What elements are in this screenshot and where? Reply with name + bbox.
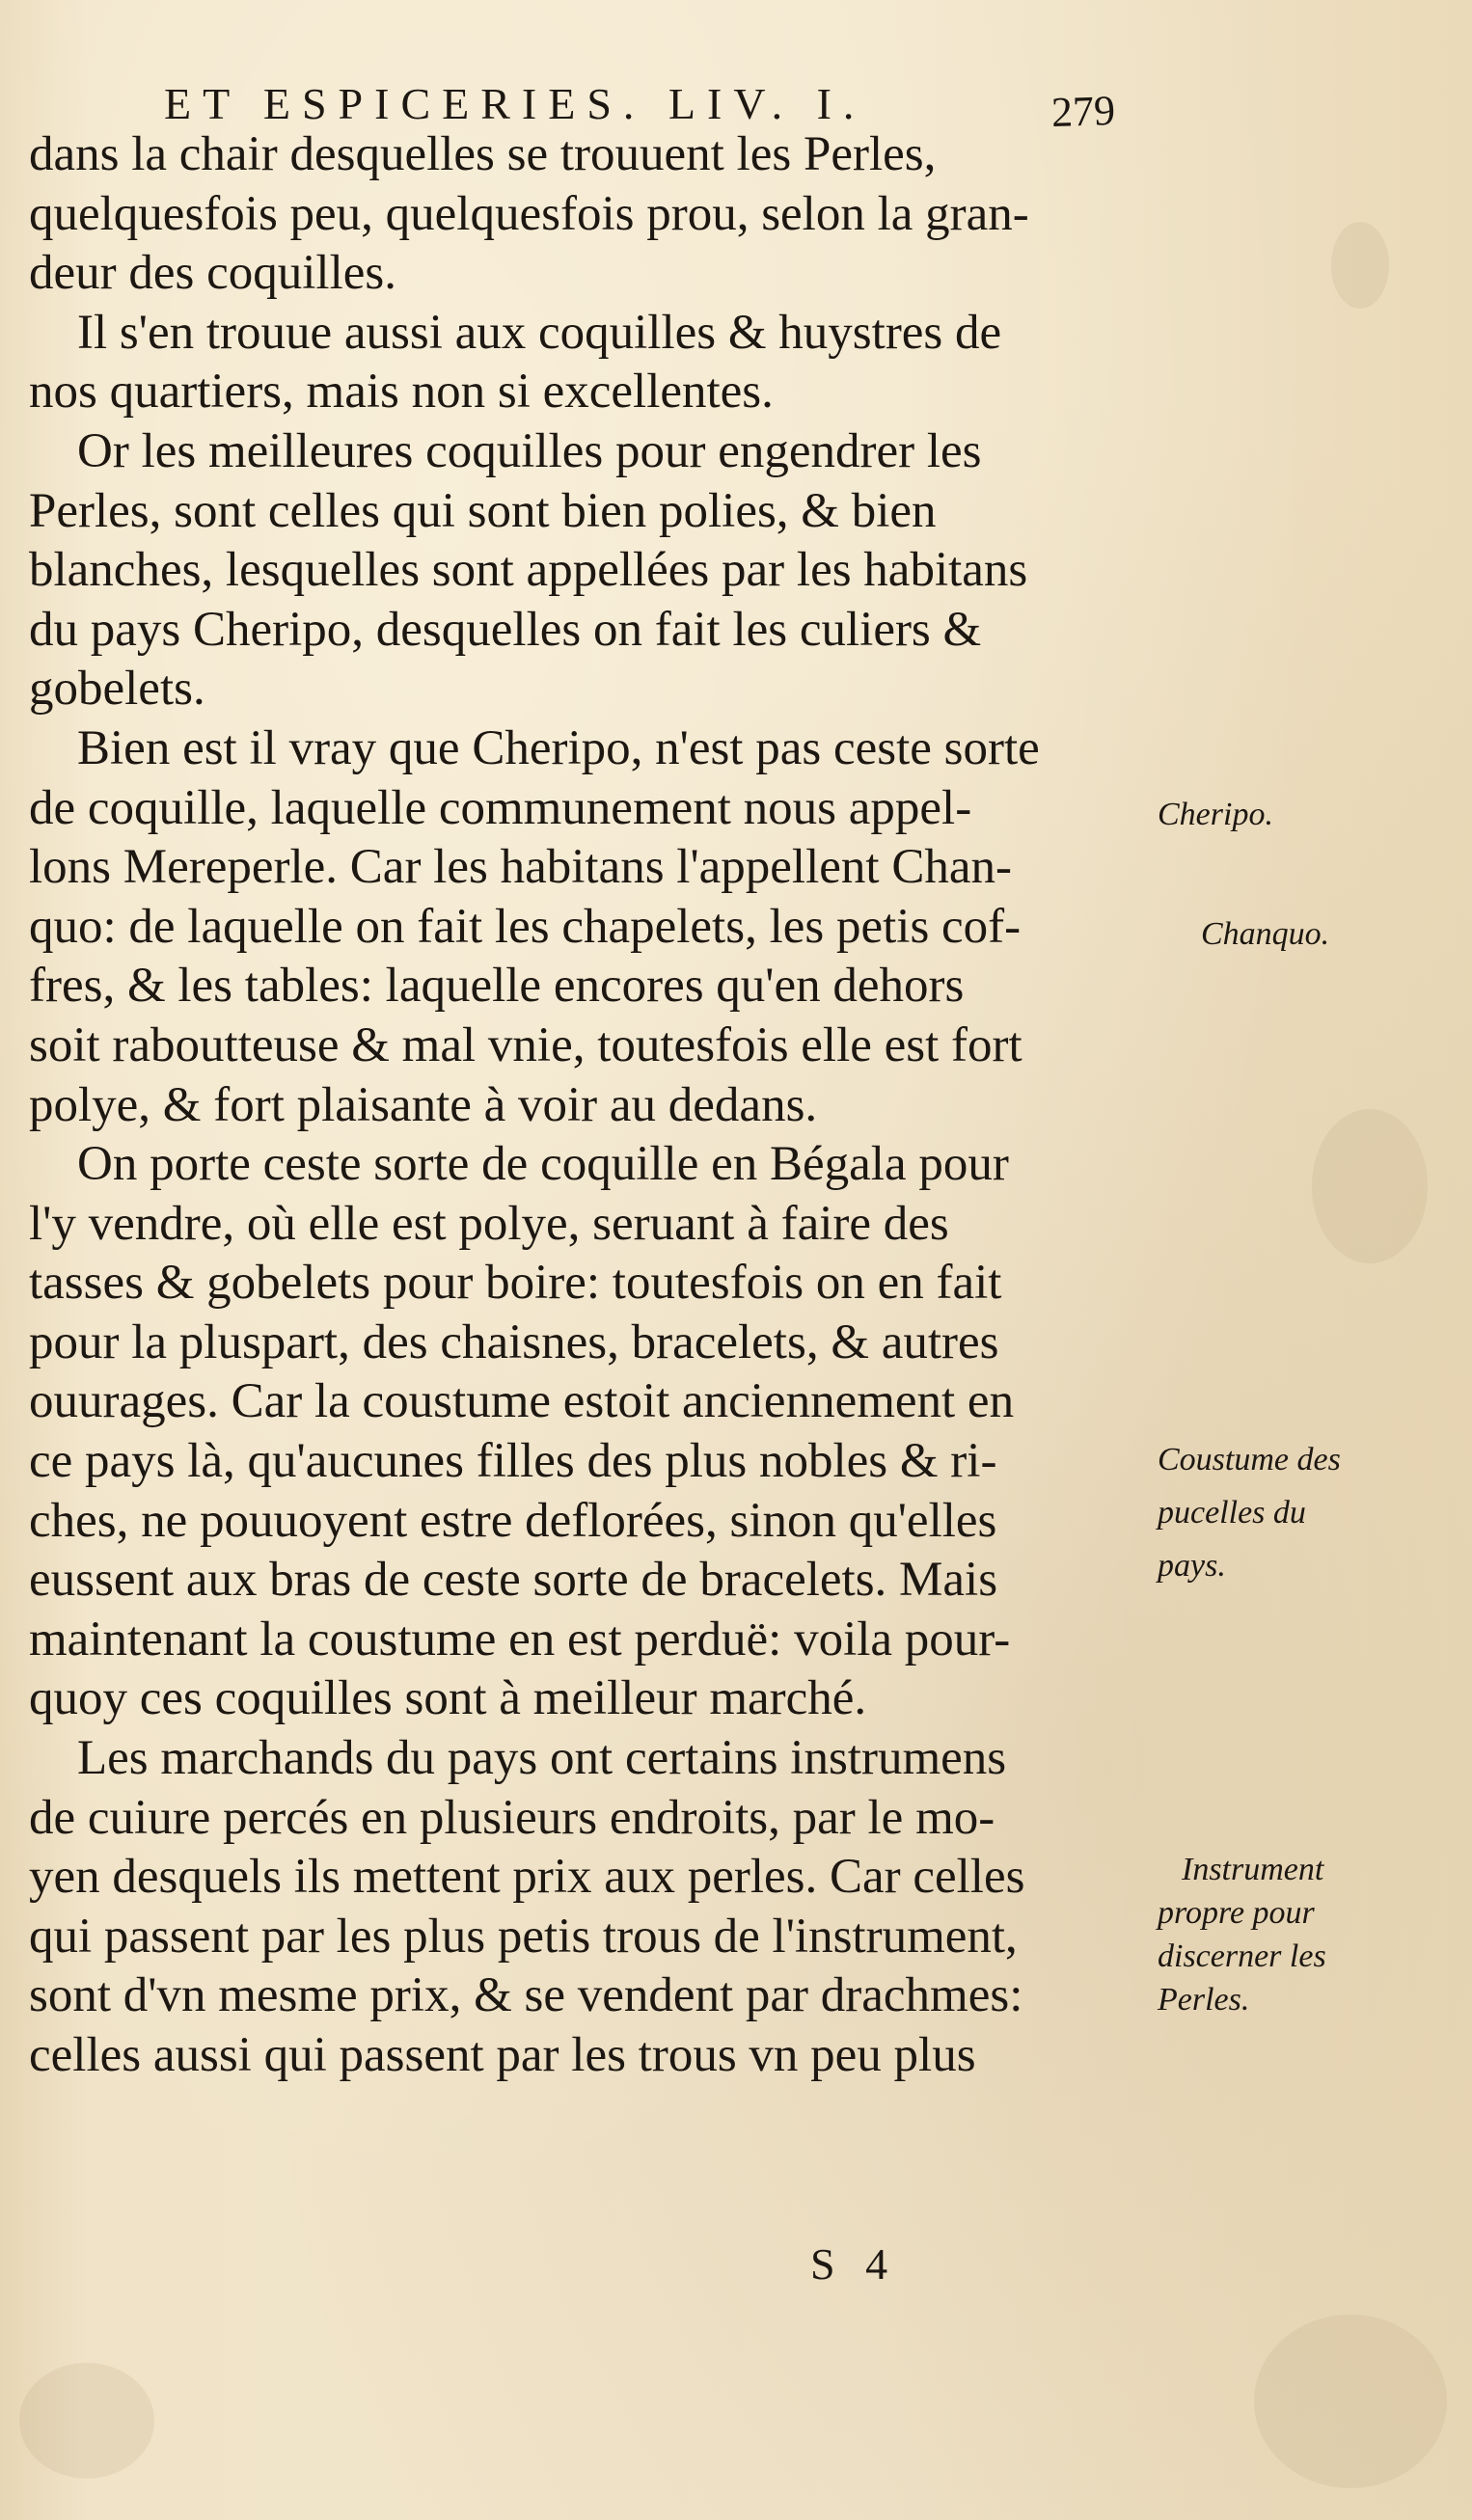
margin-note-pays: pays. — [1158, 1548, 1226, 1584]
text-line: ouurages. Car la coustume estoit anciennement en — [29, 1374, 1015, 1429]
text-line: sont d'vn mesme prix, & se vendent par drachmes: — [29, 1968, 1023, 2023]
text-line: du pays Cheripo, desquelles on fait les culiers & — [29, 602, 982, 657]
text-line: blanches, lesquelles sont appellées par les habitans — [29, 543, 1028, 598]
text-line: pour la pluspart, des chaisnes, bracelets, & autres — [29, 1314, 999, 1369]
margin-note-cheripo: Cheripo. — [1158, 797, 1273, 832]
text-line: de coquille, laquelle communement nous appel- — [29, 780, 972, 835]
text-line: yen desquels ils mettent prix aux perles. Car celles — [29, 1850, 1025, 1905]
text-line: quoy ces coquilles sont à meilleur marché. — [29, 1671, 867, 1726]
text-line: fres, & les tables: laquelle encores qu'en dehors — [29, 959, 965, 1014]
text-line: celles aussi qui passent par les trous vn peu plus — [29, 2028, 976, 2082]
text-line: qui passent par les plus petis trous de l'instrument, — [29, 1909, 1018, 1964]
text-line: Bien est il vray que Cheripo, n'est pas ceste sorte — [77, 720, 1040, 775]
margin-note-propre: propre pour — [1158, 1895, 1315, 1931]
margin-note-pucelles: pucelles du — [1158, 1495, 1306, 1531]
text-line: Or les meilleures coquilles pour engendrer les — [77, 423, 982, 478]
text-line: ches, ne pouuoyent estre deflorées, sinon qu'elles — [29, 1493, 997, 1548]
text-line: polye, & fort plaisante à voir au dedans. — [29, 1077, 818, 1132]
text-line: soit raboutteuse & mal vnie, toutesfois elle est fort — [29, 1017, 1022, 1072]
running-title: ET ESPICERIES. LIV. I. — [164, 79, 866, 128]
text-line: tasses & gobelets pour boire: toutesfois on en fait — [29, 1256, 1002, 1311]
text-line: quelquesfois peu, quelquesfois prou, selon la gran- — [29, 186, 1029, 241]
text-line: gobelets. — [29, 662, 205, 717]
text-line: eussent aux bras de ceste sorte de bracelets. Mais — [29, 1553, 998, 1608]
text-line: deur des coquilles. — [29, 246, 396, 301]
text-line: maintenant la coustume en est perduë: voila pour- — [29, 1612, 1011, 1666]
text-line: lons Mereperle. Car les habitans l'appellent Chan- — [29, 840, 1012, 895]
text-line: quo: de laquelle on fait les chapelets, les petis cof- — [29, 899, 1022, 954]
text-line: l'y vendre, où elle est polye, seruant à faire des — [29, 1196, 949, 1251]
text-line: dans la chair desquelles se trouuent les Perles, — [29, 127, 937, 181]
margin-note-coustume: Coustume des — [1158, 1442, 1341, 1477]
margin-note-chanquo: Chanquo. — [1201, 916, 1330, 952]
page-number: 279 — [1050, 86, 1116, 137]
text-line: Il s'en trouue aussi aux coquilles & huystres de — [77, 305, 1002, 360]
margin-note-discerner: discerner les — [1158, 1938, 1326, 1974]
signature-mark: S 4 — [810, 2239, 898, 2289]
text-line: Perles, sont celles qui sont bien polies, & bien — [29, 483, 937, 538]
text-line: On porte ceste sorte de coquille en Bégala pour — [77, 1137, 1009, 1192]
margin-note-perles: Perles. — [1158, 1982, 1250, 2018]
text-line: de cuiure percés en plusieurs endroits, par le mo- — [29, 1790, 995, 1845]
text-line: ce pays là, qu'aucunes filles des plus nobles & ri- — [29, 1434, 997, 1489]
text-line: Les marchands du pays ont certains instrumens — [77, 1731, 1007, 1786]
margin-note-instrument: Instrument — [1182, 1852, 1324, 1887]
text-line: nos quartiers, mais non si excellentes. — [29, 365, 774, 420]
